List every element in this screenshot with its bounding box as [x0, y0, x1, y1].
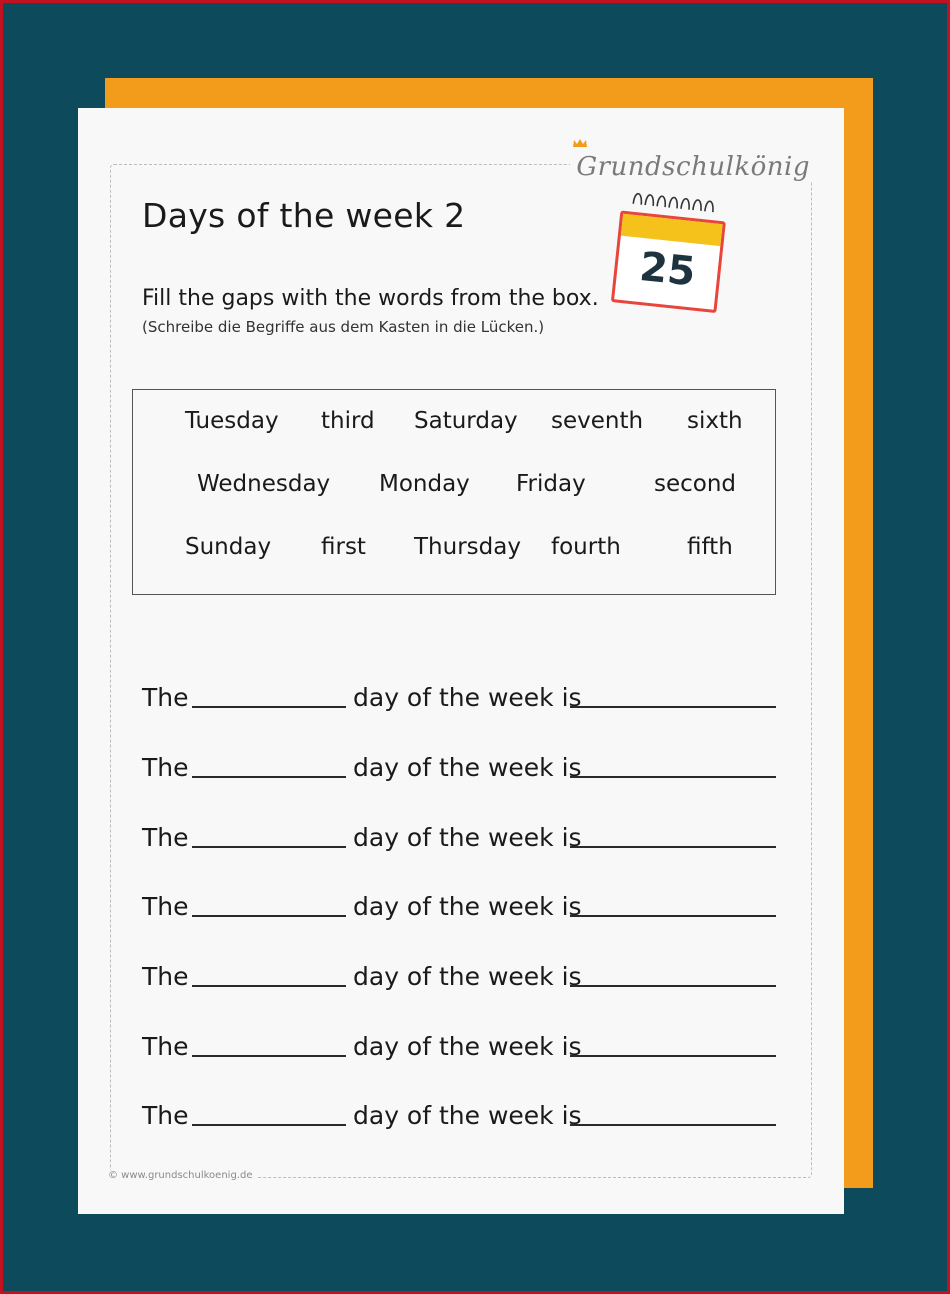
word-item: seventh: [551, 408, 644, 434]
day-gap[interactable]: [570, 985, 776, 987]
day-gap[interactable]: [570, 846, 776, 848]
sentence-start: The: [142, 892, 189, 921]
brand-logo: [570, 144, 816, 182]
day-gap[interactable]: [570, 1055, 776, 1057]
sentence-middle: day of the week is: [353, 1101, 582, 1130]
ordinal-gap[interactable]: [192, 1124, 346, 1126]
worksheet-title: Days of the week 2: [142, 196, 466, 235]
day-gap[interactable]: [570, 776, 776, 778]
word-item: Friday: [516, 471, 586, 497]
sentence-line: [142, 1092, 776, 1132]
sentence-start: The: [142, 753, 189, 782]
word-item: Wednesday: [197, 471, 331, 497]
ordinal-gap[interactable]: [192, 706, 346, 708]
calendar-number: 25: [637, 243, 698, 296]
ordinal-gap[interactable]: [192, 915, 346, 917]
sentence-line: [142, 953, 776, 993]
crown-icon: [572, 138, 588, 148]
instruction-translation: (Schreibe die Begriffe aus dem Kasten in die Lücken.): [142, 318, 545, 336]
sentence-middle: day of the week is: [353, 1032, 582, 1061]
sentence-middle: day of the week is: [353, 892, 582, 921]
sentence-middle: day of the week is: [353, 962, 582, 991]
sentence-middle: day of the week is: [353, 683, 582, 712]
sentence-start: The: [142, 823, 189, 852]
instruction-text: Fill the gaps with the words from the box.: [142, 286, 599, 311]
calendar-body: [611, 210, 726, 313]
sentence-line: [142, 883, 776, 923]
word-item: second: [654, 471, 737, 497]
ordinal-gap[interactable]: [192, 846, 346, 848]
word-item: fifth: [687, 534, 733, 560]
ordinal-gap[interactable]: [192, 1055, 346, 1057]
word-item: Tuesday: [185, 408, 279, 434]
sentence-middle: day of the week is: [353, 823, 582, 852]
day-gap[interactable]: [570, 1124, 776, 1126]
sentence-line: [142, 744, 776, 784]
brand-name: Grundschulkönig: [576, 152, 810, 182]
calendar-header: [621, 214, 723, 246]
copyright-footer: © www.grundschulkoenig.de: [108, 1170, 258, 1181]
sentence-line: [142, 814, 776, 854]
sentence-start: The: [142, 962, 189, 991]
word-item: Sunday: [185, 534, 272, 560]
worksheet-page: [78, 108, 844, 1214]
word-item: third: [321, 408, 375, 434]
day-gap[interactable]: [570, 706, 776, 708]
word-item: Monday: [379, 471, 470, 497]
sentence-start: The: [142, 1101, 189, 1130]
word-item: sixth: [687, 408, 743, 434]
calendar-icon: [611, 197, 732, 316]
word-item: Saturday: [414, 408, 518, 434]
word-item: first: [321, 534, 366, 560]
sentence-start: The: [142, 683, 189, 712]
word-item: Thursday: [414, 534, 521, 560]
word-box: [132, 389, 776, 595]
ordinal-gap[interactable]: [192, 985, 346, 987]
sentence-line: [142, 674, 776, 714]
sentence-start: The: [142, 1032, 189, 1061]
day-gap[interactable]: [570, 915, 776, 917]
sentence-line: [142, 1023, 776, 1063]
sentence-middle: day of the week is: [353, 753, 582, 782]
ordinal-gap[interactable]: [192, 776, 346, 778]
word-item: fourth: [551, 534, 621, 560]
